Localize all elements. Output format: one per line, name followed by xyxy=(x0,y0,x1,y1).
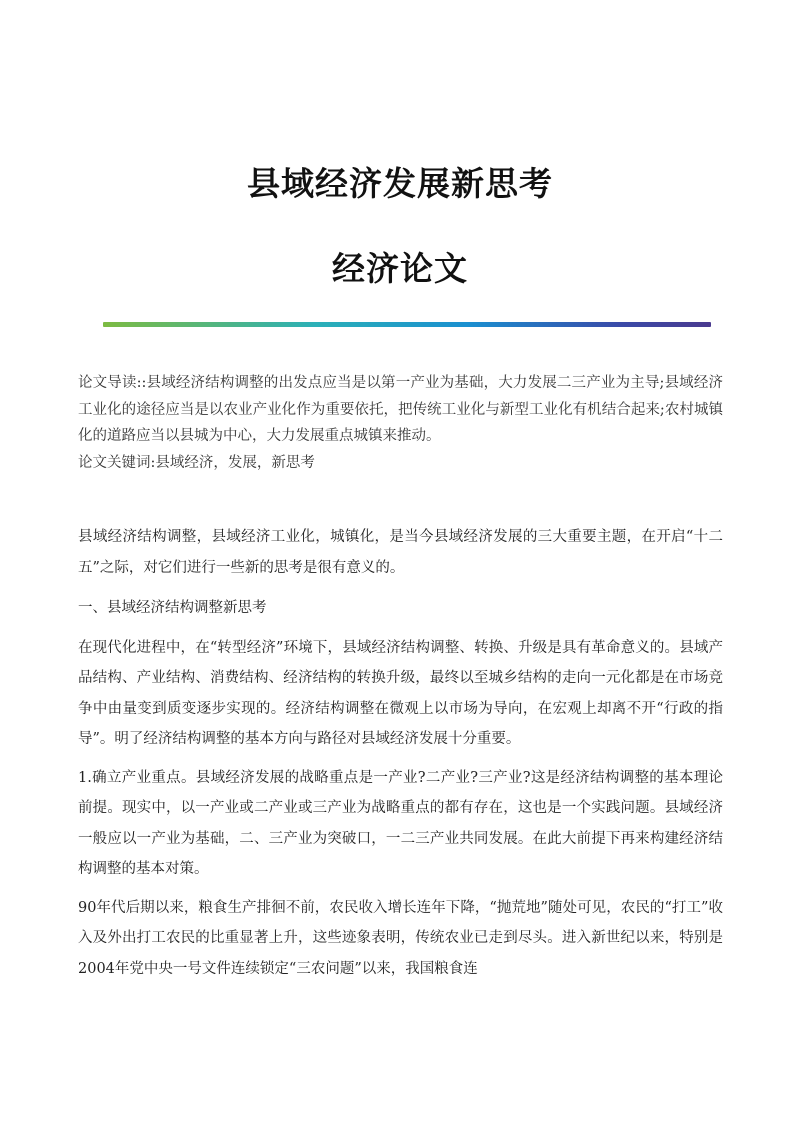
section-heading-1: 一、县域经济结构调整新思考 xyxy=(78,600,267,616)
gradient-divider xyxy=(103,322,711,327)
document-body xyxy=(78,370,723,992)
abstract-intro: 论文导读::县域经济结构调整的出发点应当是以第一产业为基础，大力发展二三产业为主导;县域经济工业化的途径应当是以农业产业化作为重要依托，把传统工业化与新型工业化有机结合起来;农村城镇化的道路应当以县城为中心，大力发展重点城镇来推动。 xyxy=(78,375,723,444)
paragraph-2: 在现代化进程中，在“转型经济”环境下，县域经济结构调整、转换、升级是具有革命意义的。县域产品结构、产业结构、消费结构、经济结构的转换升级，最终以至城乡结构的走向一元化都是在市场竞争中由量变到质变逐步实现的。经济结构调整在微观上以市场为导向，在宏观上却离不开“行政的指导”。明了经济结构调整的基本方向与路径对县域经济发展十分重要。 xyxy=(78,639,723,747)
paragraph-4: 90年代后期以来，粮食生产排徊不前，农民收入增长连年下降，“抛荒地”随处可见，农民的“打工”收入及外出打工农民的比重显著上升，这些迹象表明，传统农业已走到尽头。进入新世纪以来，特别是2004年党中央一号文件连续锁定“三农问题”以来，我国粮食连 xyxy=(78,899,723,977)
paragraph-intro: 县域经济结构调整，县域经济工业化，城镇化，是当今县域经济发展的三大重要主题，在开启“十二五”之际，对它们进行一些新的思考是很有意义的。 xyxy=(78,529,723,576)
main-text xyxy=(78,522,723,984)
abstract-section xyxy=(78,370,723,476)
paragraph-3: 1.确立产业重点。县域经济发展的战略重点是一产业?二产业?三产业?这是经济结构调整的基本理论前提。现实中，以一产业或二产业或三产业为战略重点的都有存在，这也是一个实践问题。县域经济一般应以一产业为基础，二、三产业为突破口，一二三产业共同发展。在此大前提下再来构建经济结构调整的基本对策。 xyxy=(78,769,723,877)
document-title: 县域经济发展新思考 xyxy=(247,164,553,203)
document-subtitle: 经济论文 xyxy=(332,249,468,288)
abstract-keywords: 论文关键词:县域经济，发展，新思考 xyxy=(78,454,315,471)
